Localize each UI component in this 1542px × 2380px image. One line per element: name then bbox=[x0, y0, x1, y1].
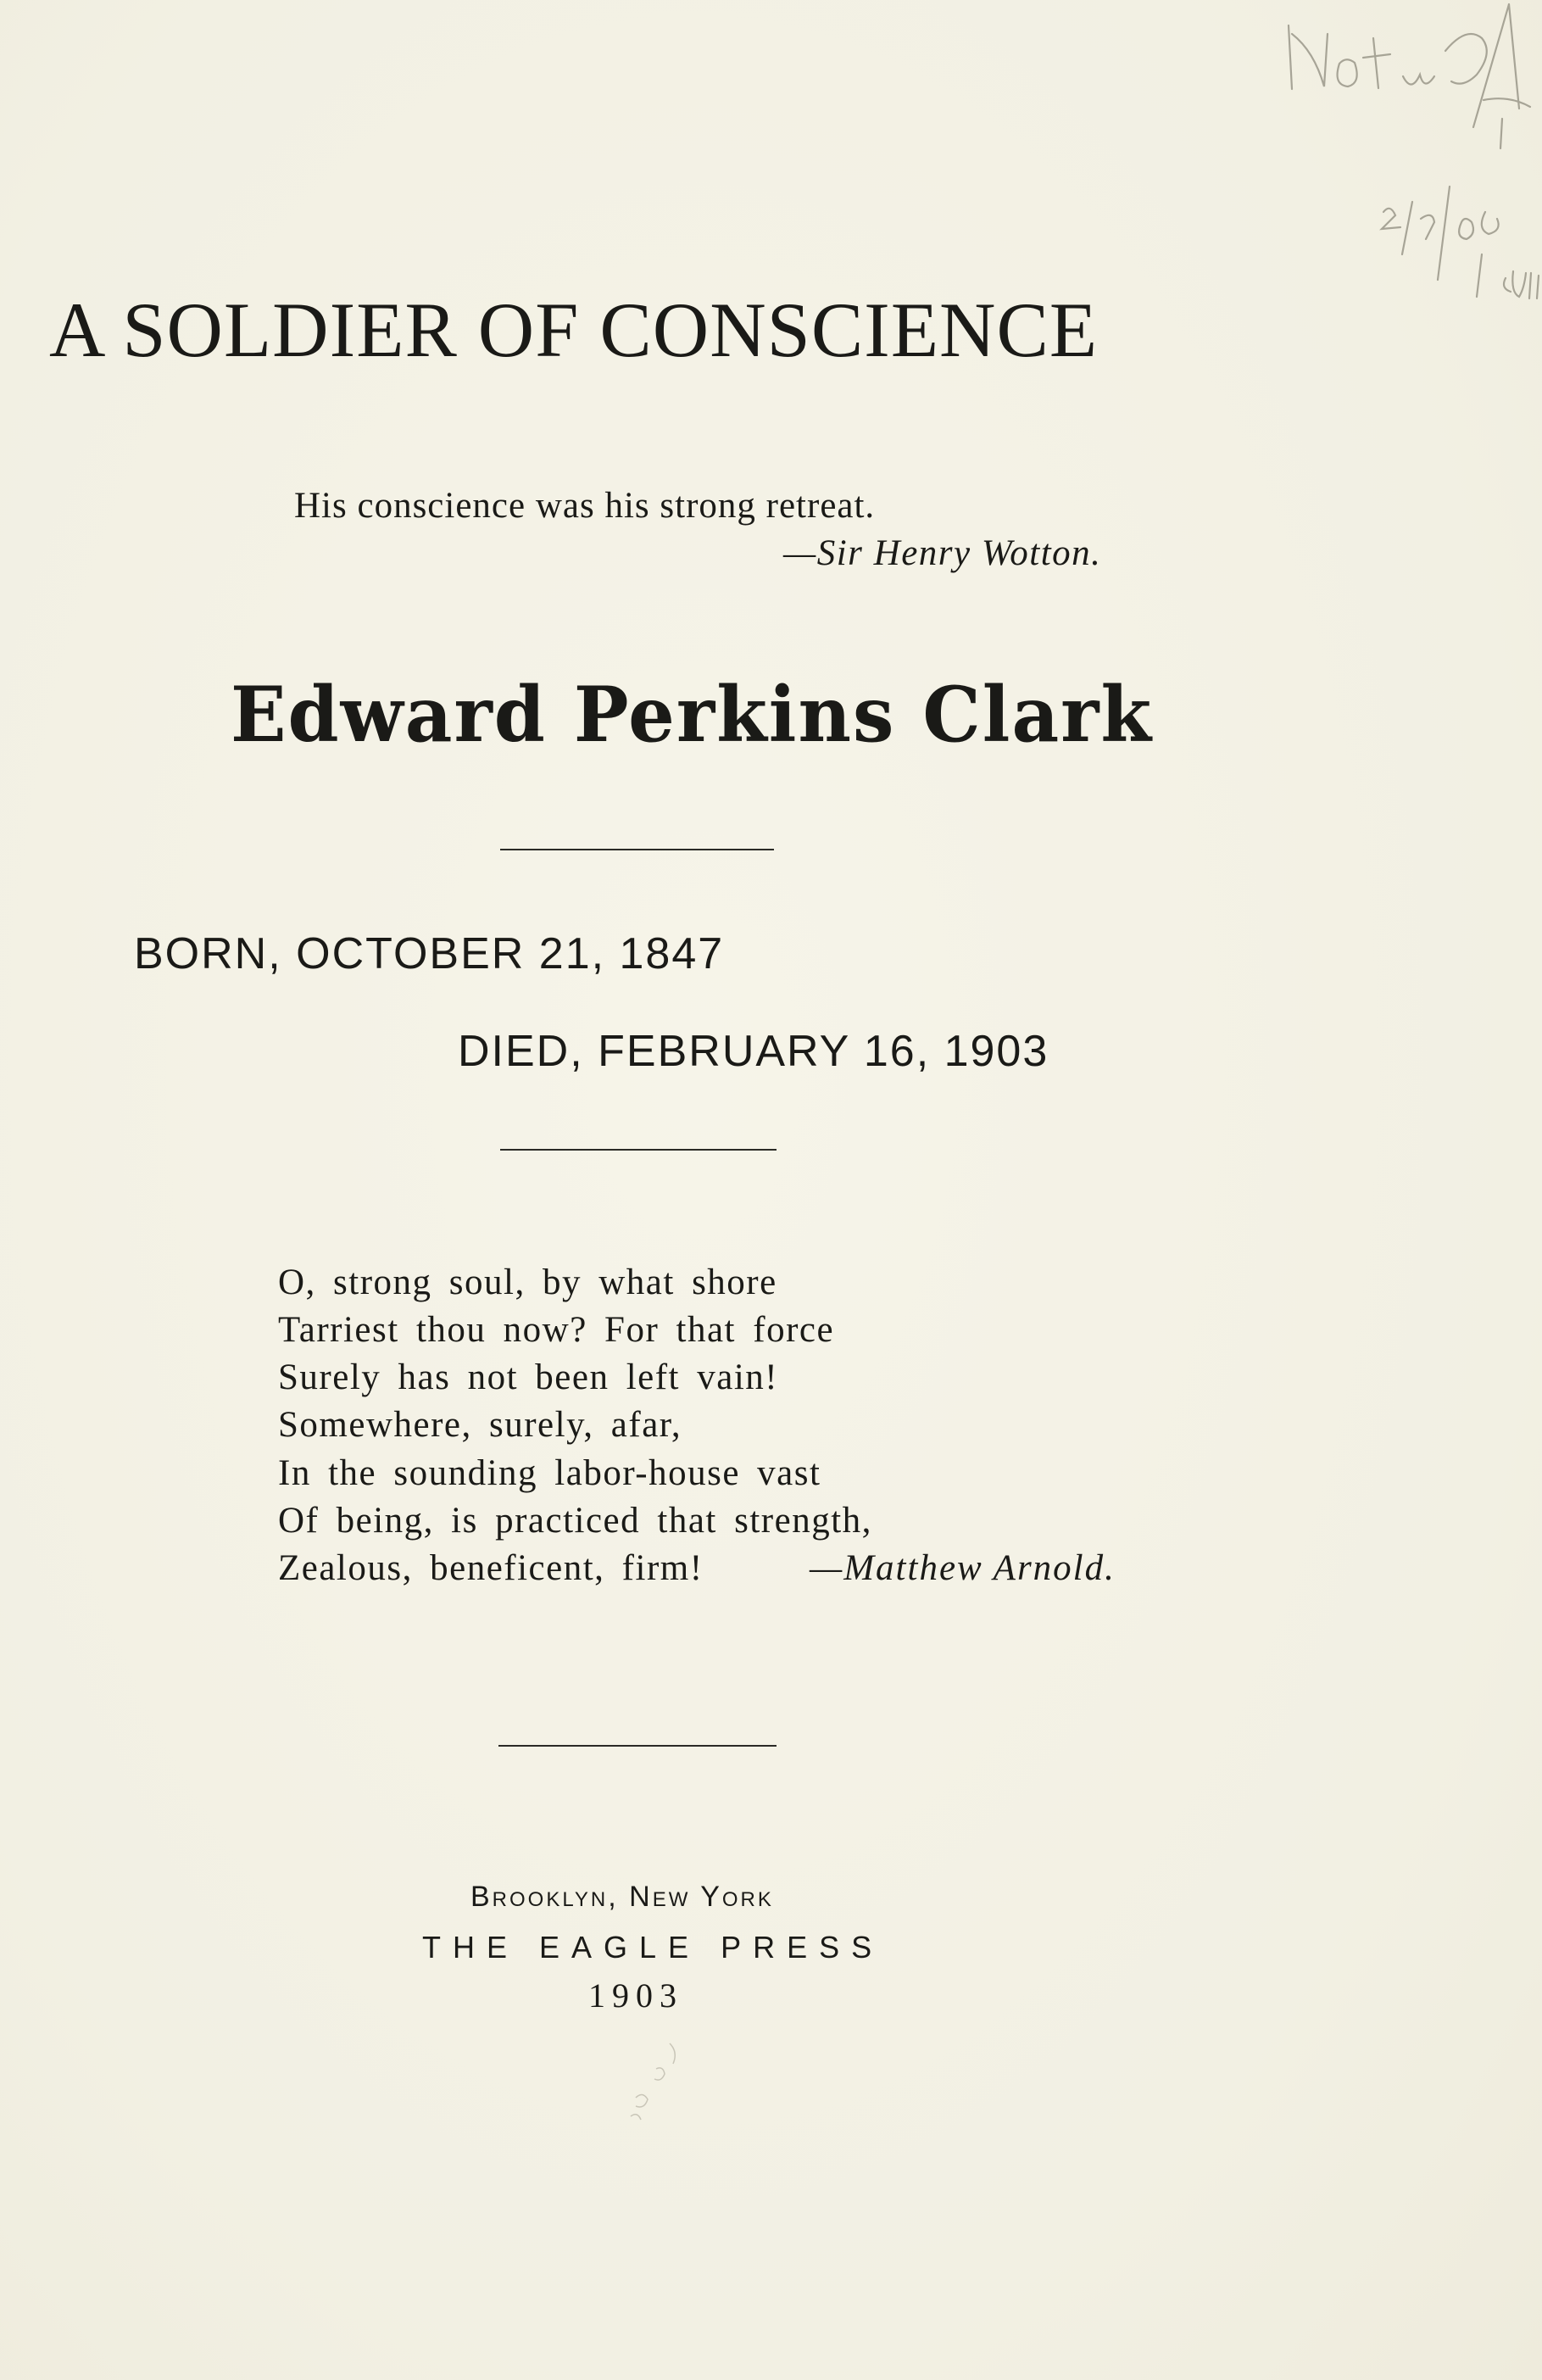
poem-line: Of being, is practiced that strength, bbox=[278, 1501, 872, 1541]
divider-rule bbox=[500, 849, 774, 850]
imprint-publisher: THE EAGLE PRESS bbox=[422, 1930, 884, 1965]
epigraph-quote: His conscience was his strong retreat. bbox=[294, 486, 876, 526]
poem-line: Tarriest thou now? For that force bbox=[278, 1310, 835, 1350]
imprint-year: 1903 bbox=[588, 1976, 683, 2015]
poem-line: Surely has not been left vain! bbox=[278, 1357, 779, 1397]
poem-attribution: —Matthew Arnold. bbox=[810, 1548, 1116, 1588]
epigraph-attribution: —Sir Henry Wotton. bbox=[783, 533, 1102, 573]
poem-line: In the sounding labor-house vast bbox=[278, 1453, 821, 1493]
subject-name: Edward Perkins Clark bbox=[231, 670, 1154, 761]
faint-stamp-mark bbox=[619, 2035, 695, 2128]
poem-line: Zealous, beneficent, firm! bbox=[278, 1548, 704, 1588]
divider-rule bbox=[498, 1745, 777, 1747]
poem-line: Somewhere, surely, afar, bbox=[278, 1405, 682, 1445]
page-title: A SOLDIER OF CONSCIENCE bbox=[49, 287, 1099, 373]
divider-rule bbox=[500, 1149, 777, 1151]
birth-date: BORN, OCTOBER 21, 1847 bbox=[134, 929, 725, 978]
handwritten-marginalia bbox=[1255, 0, 1542, 322]
death-date: DIED, FEBRUARY 16, 1903 bbox=[458, 1027, 1049, 1076]
imprint-place: Brooklyn, New York bbox=[470, 1881, 774, 1913]
poem-line: O, strong soul, by what shore bbox=[278, 1262, 777, 1302]
